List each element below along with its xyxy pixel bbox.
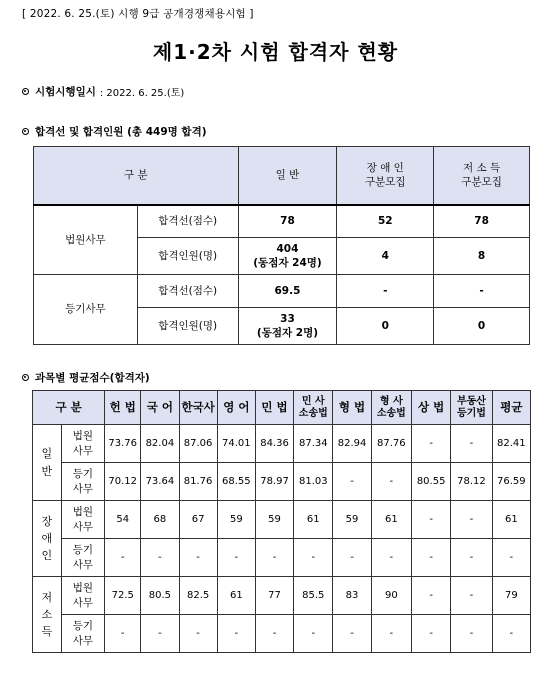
score-cell: 59 <box>217 501 255 539</box>
score-cell: - <box>179 615 217 653</box>
group-name: 장 애 인 <box>33 501 62 577</box>
score-cell: 68 <box>141 501 179 539</box>
score-cell: - <box>371 463 411 501</box>
bullet-icon <box>22 128 29 135</box>
score-cell: 82.41 <box>492 425 530 463</box>
subject-header: 부동산 등기법 <box>451 391 492 425</box>
passing-table <box>33 146 530 345</box>
score-cell: - <box>333 615 371 653</box>
exam-date-line <box>22 84 184 99</box>
score-cell: - <box>451 425 492 463</box>
page-title: 제1·2차 시험 합격자 현황 <box>152 40 399 64</box>
subject-header: 상 법 <box>412 391 451 425</box>
score-cell: - <box>492 539 530 577</box>
score-cell: - <box>141 539 179 577</box>
score-cell: - <box>451 615 492 653</box>
score-cell: - <box>451 539 492 577</box>
score-cell: 59 <box>333 501 371 539</box>
score-cell: 77 <box>255 577 293 615</box>
score-cell: 59 <box>255 501 293 539</box>
subject-header: 영 어 <box>217 391 255 425</box>
score-cell: - <box>217 539 255 577</box>
score-cell: 73.76 <box>105 425 141 463</box>
score-cell: 78.97 <box>255 463 293 501</box>
disabled-value: 52 <box>337 205 434 238</box>
low-income-value: 78 <box>434 205 530 238</box>
subject-header: 한국사 <box>179 391 217 425</box>
score-cell: 73.64 <box>141 463 179 501</box>
group-name: 저 소 득 <box>33 577 62 653</box>
header-category: 구 분 <box>33 391 105 425</box>
subject-header: 민 법 <box>255 391 293 425</box>
score-cell: 78.12 <box>451 463 492 501</box>
header-category: 구 분 <box>34 147 239 205</box>
bullet-icon <box>22 88 29 95</box>
table-row <box>33 501 531 539</box>
score-cell: 90 <box>371 577 411 615</box>
subject-section-heading <box>22 370 150 385</box>
table-row <box>33 539 531 577</box>
score-cell: - <box>371 615 411 653</box>
score-cell: 80.55 <box>412 463 451 501</box>
score-cell: 61 <box>294 501 333 539</box>
score-cell: - <box>371 539 411 577</box>
row-label: 등기 사무 <box>61 539 105 577</box>
general-value: 69.5 <box>238 275 337 308</box>
exam-info: [ 2022. 6. 25.(토) 시행 9급 공개경쟁채용시험 ] <box>22 8 254 20</box>
score-cell: 83 <box>333 577 371 615</box>
row-label: 합격선(점수) <box>137 205 238 238</box>
score-cell: - <box>333 463 371 501</box>
score-cell: - <box>217 615 255 653</box>
score-cell: 76.59 <box>492 463 530 501</box>
passing-section-heading <box>22 124 207 139</box>
general-value: 33 (동점자 2명) <box>238 308 337 345</box>
score-cell: - <box>412 501 451 539</box>
score-cell: 87.76 <box>371 425 411 463</box>
row-label: 법원 사무 <box>61 425 105 463</box>
score-cell: 85.5 <box>294 577 333 615</box>
bullet-icon <box>22 374 29 381</box>
row-label: 법원 사무 <box>61 577 105 615</box>
score-cell: - <box>412 425 451 463</box>
table-row <box>34 275 530 308</box>
score-cell: 74.01 <box>217 425 255 463</box>
score-cell: - <box>141 615 179 653</box>
subject-header: 헌 법 <box>105 391 141 425</box>
score-cell: - <box>255 539 293 577</box>
disabled-value: 4 <box>337 238 434 275</box>
score-cell: 79 <box>492 577 530 615</box>
table-row <box>33 425 531 463</box>
score-cell: 81.76 <box>179 463 217 501</box>
score-cell: 61 <box>217 577 255 615</box>
row-label: 등기 사무 <box>61 615 105 653</box>
row-label: 합격인원(명) <box>137 238 238 275</box>
row-label: 등기 사무 <box>61 463 105 501</box>
passing-section-label: 합격선 및 합격인원 (총 449명 합격) <box>35 126 207 138</box>
score-cell: 67 <box>179 501 217 539</box>
score-cell: - <box>451 577 492 615</box>
subject-header: 국 어 <box>141 391 179 425</box>
score-cell: 61 <box>371 501 411 539</box>
score-cell: - <box>412 615 451 653</box>
score-cell: 87.34 <box>294 425 333 463</box>
header-general: 일 반 <box>238 147 337 205</box>
row-label: 법원 사무 <box>61 501 105 539</box>
table-row <box>33 463 531 501</box>
score-cell: 80.5 <box>141 577 179 615</box>
score-cell: 82.04 <box>141 425 179 463</box>
table-row <box>34 205 530 238</box>
score-cell: - <box>255 615 293 653</box>
score-cell: - <box>412 539 451 577</box>
header-disabled: 장 애 인 구분모집 <box>337 147 434 205</box>
table-row <box>33 577 531 615</box>
low-income-value: - <box>434 275 530 308</box>
subject-header: 평균 <box>492 391 530 425</box>
group-name: 등기사무 <box>34 275 138 345</box>
low-income-value: 0 <box>434 308 530 345</box>
score-cell: - <box>179 539 217 577</box>
exam-date-value: : 2022. 6. 25.(토) <box>99 88 185 99</box>
score-cell: - <box>294 615 333 653</box>
score-cell: 70.12 <box>105 463 141 501</box>
score-cell: - <box>412 577 451 615</box>
row-label: 합격인원(명) <box>137 308 238 345</box>
score-cell: 81.03 <box>294 463 333 501</box>
score-cell: 82.5 <box>179 577 217 615</box>
subject-score-table <box>32 390 531 653</box>
score-cell: 84.36 <box>255 425 293 463</box>
score-cell: 72.5 <box>105 577 141 615</box>
low-income-value: 8 <box>434 238 530 275</box>
disabled-value: 0 <box>337 308 434 345</box>
table-header-row <box>34 147 530 205</box>
subject-header: 민 사 소송법 <box>294 391 333 425</box>
table-header-row <box>33 391 531 425</box>
score-cell: 82.94 <box>333 425 371 463</box>
disabled-value: - <box>337 275 434 308</box>
subject-section-label: 과목별 평균점수(합격자) <box>35 372 150 384</box>
score-cell: - <box>105 539 141 577</box>
group-name: 일 반 <box>33 425 62 501</box>
table-row <box>33 615 531 653</box>
subject-header: 형 법 <box>333 391 371 425</box>
score-cell: 68.55 <box>217 463 255 501</box>
score-cell: 87.06 <box>179 425 217 463</box>
subject-header: 형 사 소송법 <box>371 391 411 425</box>
score-cell: - <box>333 539 371 577</box>
general-value: 78 <box>238 205 337 238</box>
group-name: 법원사무 <box>34 205 138 275</box>
score-cell: - <box>492 615 530 653</box>
score-cell: - <box>451 501 492 539</box>
row-label: 합격선(점수) <box>137 275 238 308</box>
score-cell: - <box>105 615 141 653</box>
score-cell: 54 <box>105 501 141 539</box>
exam-date-label: 시험시행일시 <box>35 86 96 98</box>
header-low-income: 저 소 득 구분모집 <box>434 147 530 205</box>
general-value: 404 (동점자 24명) <box>238 238 337 275</box>
score-cell: - <box>294 539 333 577</box>
score-cell: 61 <box>492 501 530 539</box>
